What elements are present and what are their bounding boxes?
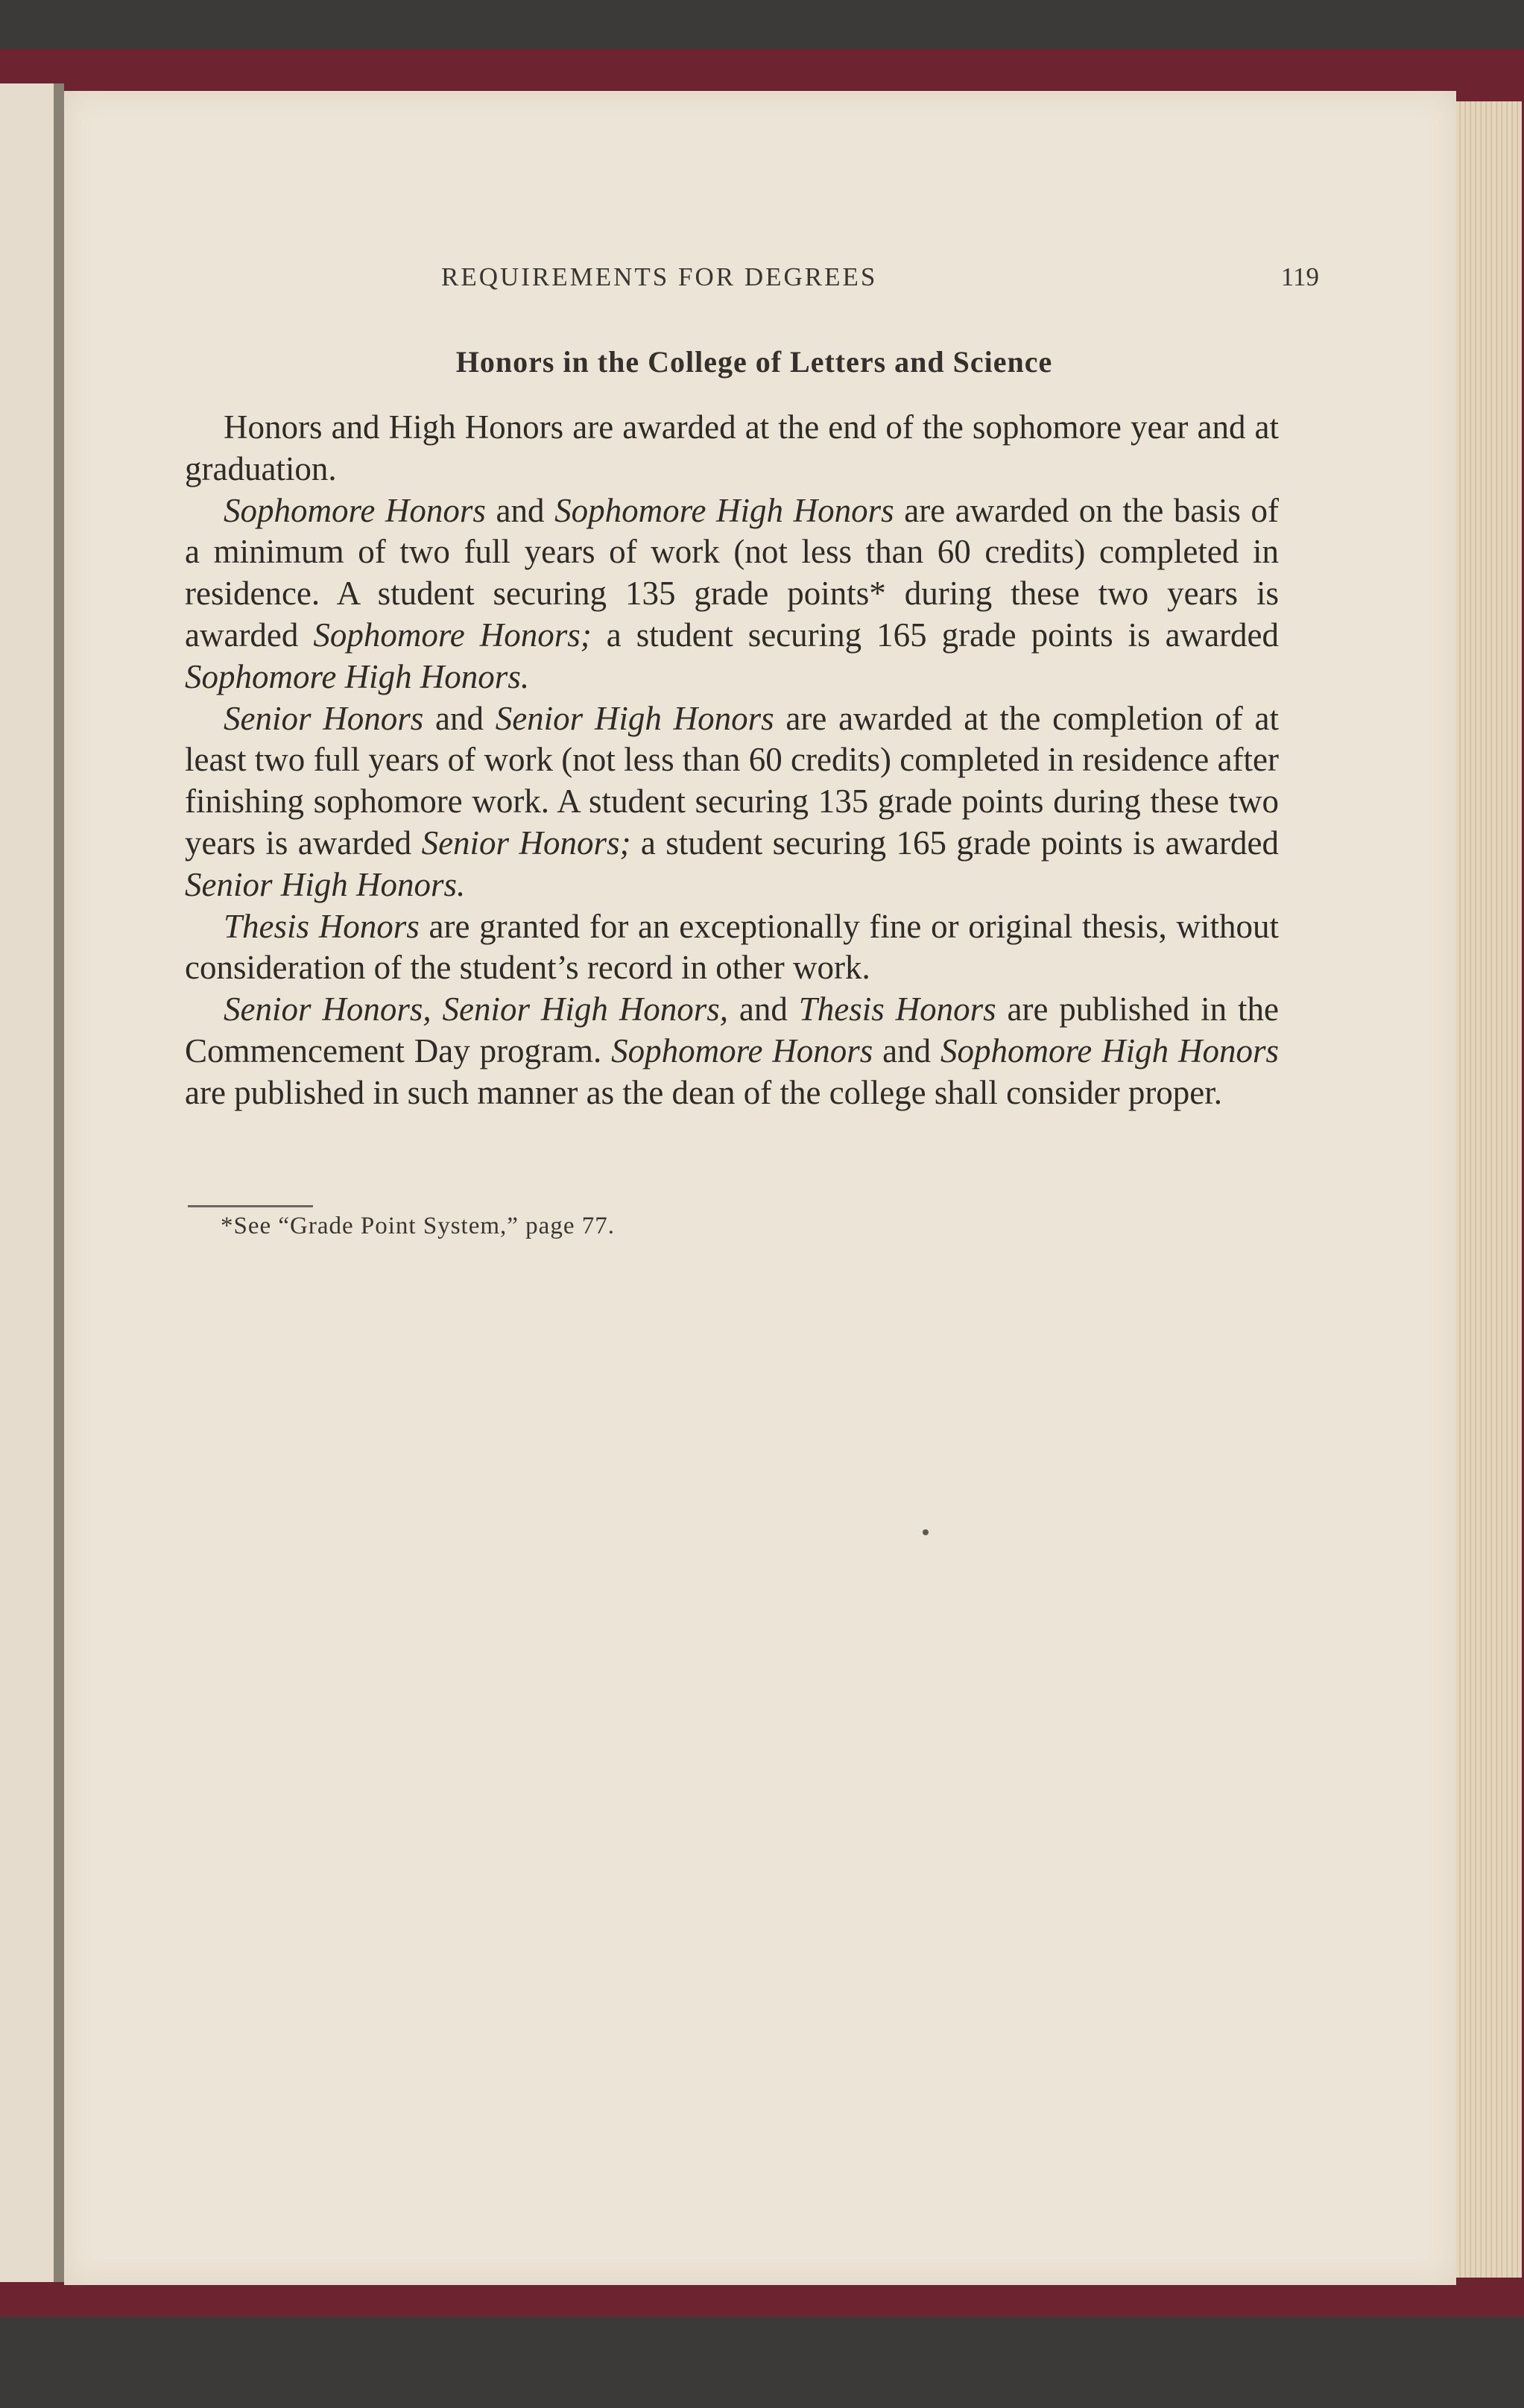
page-header xyxy=(441,262,1319,300)
text-run: are published in the Commencement Day program. xyxy=(185,990,1279,1069)
body-text xyxy=(185,407,1279,1114)
italic-run: Sophomore High Honors. xyxy=(185,657,530,695)
paragraph-4 xyxy=(185,906,1279,990)
text-run: Honors and High Honors are awarded at the end of the sophomore year and at graduation. xyxy=(185,408,1279,487)
text-run: are published in such manner as the dean of the college shall consider proper. xyxy=(185,1073,1223,1111)
text-run: and xyxy=(423,699,496,737)
paragraph-3 xyxy=(185,698,1279,906)
italic-run: Sophomore Honors xyxy=(224,491,486,529)
italic-run: Senior High Honors xyxy=(495,699,774,737)
footnote-rule xyxy=(188,1205,313,1207)
text-run: and xyxy=(485,491,555,529)
paragraph-1 xyxy=(185,407,1279,490)
italic-run: Senior High Honors. xyxy=(185,865,466,903)
text-run: a student securing 165 grade points is awarded xyxy=(630,824,1279,862)
italic-run: Sophomore High Honors xyxy=(554,491,894,529)
italic-run: Thesis Honors xyxy=(224,907,420,945)
paragraph-5 xyxy=(185,989,1279,1113)
page-stack-edges xyxy=(1456,101,1522,2278)
text-run: are granted for an exceptionally fine or original thesis, without consideration of the student’s record in other work. xyxy=(185,907,1279,987)
footnote: *See “Grade Point System,” page 77. xyxy=(221,1213,615,1239)
text-run: are awarded on the basis of a minimum of two full years of work (not less than 60 credits) completed in residence. A student securing 135 grade points* during these two years is awarded xyxy=(185,491,1279,654)
book-gutter xyxy=(54,83,64,2282)
running-head: REQUIREMENTS FOR DEGREES xyxy=(441,262,878,291)
text-run: and xyxy=(873,1031,940,1069)
ink-speck xyxy=(923,1529,929,1535)
italic-run: Sophomore Honors xyxy=(611,1031,873,1069)
italic-run: Senior Honors, Senior High Honors, xyxy=(224,990,728,1028)
text-run: a student securing 165 grade points is awarded xyxy=(591,616,1279,654)
italic-run: Senior Honors; xyxy=(421,824,631,862)
italic-run: Senior Honors xyxy=(224,699,424,737)
italic-run: Sophomore High Honors xyxy=(940,1031,1279,1069)
section-title: Honors in the College of Letters and Science xyxy=(455,345,1053,379)
italic-run: Sophomore Honors; xyxy=(313,616,592,654)
facing-page-edge xyxy=(0,83,56,2282)
text-run: are awarded at the completion of at least two full years of work (not less than 60 credits) completed in residence after finishing sophomore work. A student securing 135 grade points during these two years is awarded xyxy=(185,699,1279,862)
paragraph-2 xyxy=(185,490,1279,698)
italic-run: Thesis Honors xyxy=(798,990,996,1028)
page-number: 119 xyxy=(1280,262,1319,291)
text-run: and xyxy=(727,990,799,1028)
